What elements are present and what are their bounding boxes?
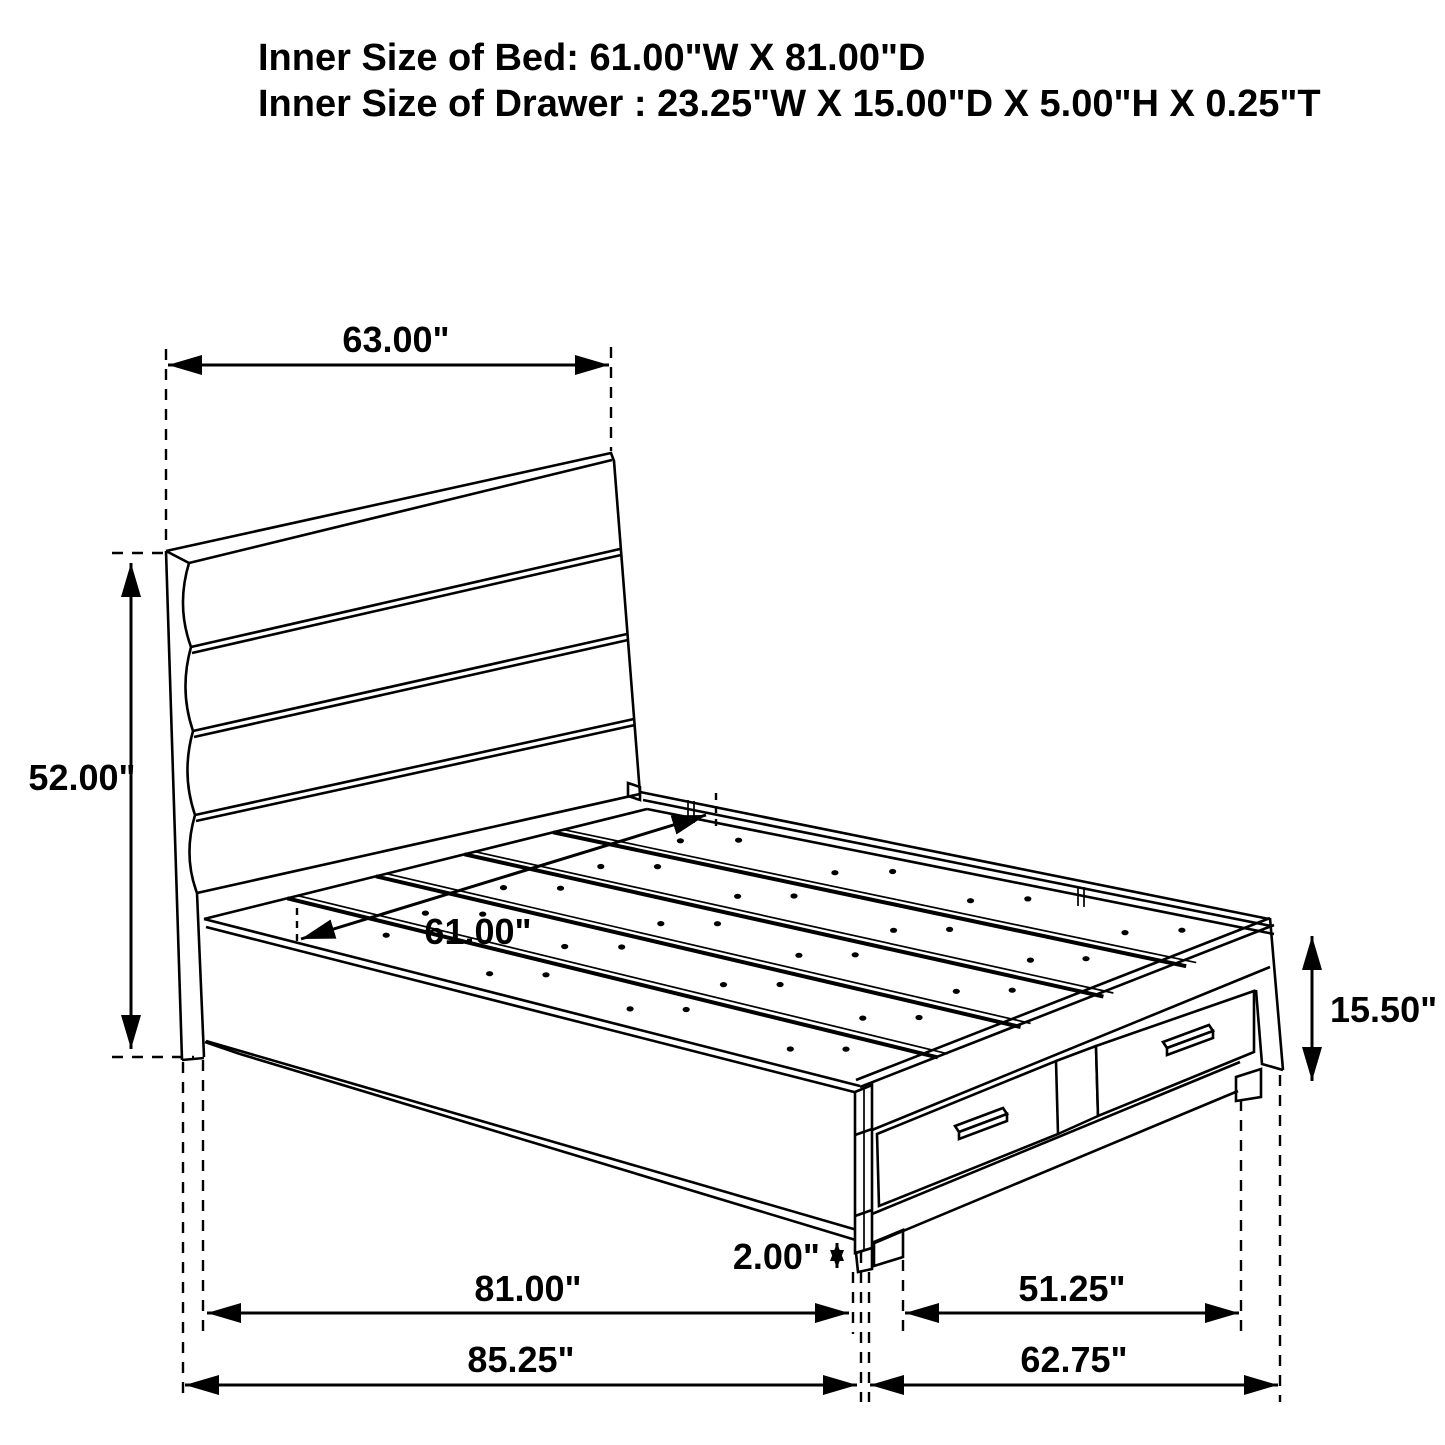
screw-hole	[500, 885, 507, 890]
dim-label-overall-length: 85.25"	[467, 1339, 575, 1380]
footboard	[855, 918, 1283, 1272]
dim-label-inner-width: 61.00"	[424, 911, 532, 952]
headboard-top-inner-edge	[189, 460, 612, 563]
dim-inner-width	[297, 793, 716, 952]
screw-hole	[787, 1046, 794, 1051]
screw-hole	[831, 870, 838, 875]
headboard-outer-edge	[166, 453, 640, 794]
dim-label-leg-spacing: 51.25"	[1018, 1268, 1126, 1309]
screw-hole	[597, 864, 604, 869]
screw-hole	[383, 933, 390, 938]
dim-footboard-height	[1312, 936, 1437, 1081]
dim-overall-width	[870, 1339, 1278, 1385]
screw-hole	[657, 921, 664, 926]
screw-hole	[627, 1006, 634, 1011]
screw-hole	[946, 927, 953, 932]
dim-label-headboard-height: 52.00"	[28, 757, 136, 798]
screw-hole	[953, 989, 960, 994]
platform	[204, 783, 1274, 1241]
dim-label-leg-height: 2.00"	[732, 1236, 820, 1277]
screw-hole	[683, 1007, 690, 1012]
title-line-1: Inner Size of Bed: 61.00"W X 81.00"D	[258, 37, 926, 79]
screw-hole	[852, 952, 859, 957]
headboard-left-edge	[166, 551, 182, 1060]
headboard-channels	[191, 549, 635, 821]
screw-hole	[795, 953, 802, 958]
screw-hole	[967, 898, 974, 903]
screw-hole	[714, 921, 721, 926]
screw-hole	[859, 1016, 866, 1021]
screw-hole	[1027, 958, 1034, 963]
screw-hole	[1082, 956, 1089, 961]
screw-hole	[1121, 930, 1128, 935]
screw-hole	[890, 928, 897, 933]
dim-overall-length	[185, 1339, 857, 1385]
headboard-top-left-corner	[166, 551, 189, 563]
screw-hole	[915, 1015, 922, 1020]
screw-hole	[790, 893, 797, 898]
footboard-corner-post	[855, 1085, 872, 1272]
drawer-left	[877, 1061, 1058, 1206]
screw-hole	[1178, 928, 1185, 933]
drawer-divider	[1056, 1046, 1098, 1134]
screw-hole	[735, 838, 742, 843]
title-block	[258, 37, 1321, 125]
headboard-channel-scallop-edge	[183, 563, 204, 1057]
screw-hole	[1024, 896, 1031, 901]
slat-edge	[287, 898, 938, 1057]
dim-leg-height	[733, 1236, 837, 1277]
screw-hole	[542, 972, 549, 977]
screw-hole	[1009, 988, 1016, 993]
screw-hole	[618, 944, 625, 949]
drawer-right	[1096, 991, 1254, 1116]
title-line-2: Inner Size of Drawer : 23.25"W X 15.00"D X 5.00"H X 0.25"T	[258, 83, 1321, 125]
footboard-right-end	[1256, 918, 1283, 1070]
headboard-leg-bottom	[182, 1058, 204, 1060]
footboard-leg-center	[874, 1230, 903, 1266]
screw-hole	[842, 1047, 849, 1052]
footboard-leg-right	[1236, 1069, 1261, 1101]
dim-label-inner-length: 81.00"	[474, 1268, 582, 1309]
dim-leg-spacing	[905, 1268, 1239, 1313]
screw-hole	[654, 864, 661, 869]
dim-label-headboard-width: 63.00"	[342, 319, 450, 360]
screw-hole	[561, 944, 568, 949]
screw-hole	[777, 982, 784, 987]
dim-label-overall-width: 62.75"	[1020, 1339, 1128, 1380]
screw-hole	[889, 869, 896, 874]
screw-hole	[734, 894, 741, 899]
drawer-right-front	[1096, 991, 1254, 1116]
dim-label-footboard-height: 15.50"	[1330, 989, 1438, 1030]
screw-hole	[486, 971, 493, 976]
footboard-leg-front	[856, 1248, 872, 1272]
screw-hole	[720, 982, 727, 987]
deck-left-edge	[204, 809, 647, 919]
screw-hole	[557, 886, 564, 891]
screw-hole	[677, 838, 684, 843]
